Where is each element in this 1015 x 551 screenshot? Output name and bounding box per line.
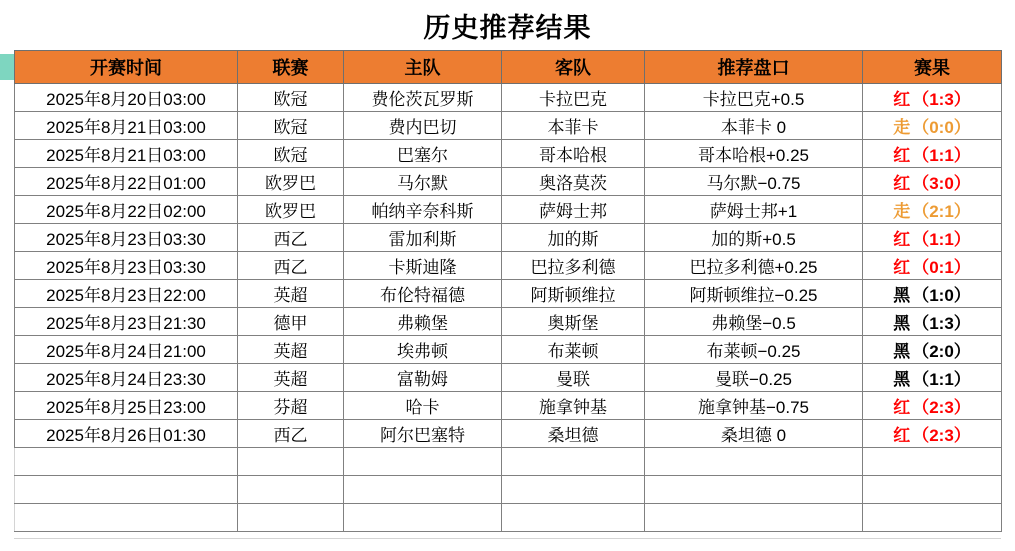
empty-cell [863, 504, 1002, 532]
match-time-cell: 2025年8月22日02:00 [15, 196, 238, 224]
recommended-handicap-cell: 施拿钟基−0.75 [645, 392, 863, 420]
result-cell [863, 252, 1002, 280]
result-label: 红 [893, 146, 911, 165]
away-team-cell: 加的斯 [502, 224, 645, 252]
results-table-wrapper [14, 50, 1001, 532]
result-cell [863, 280, 1002, 308]
empty-cell [502, 504, 645, 532]
column-header-result: 赛果 [863, 51, 1002, 84]
result-score: （2:0） [912, 342, 971, 361]
table-row [15, 308, 1002, 336]
league-cell: 欧罗巴 [238, 168, 344, 196]
result-score: （1:1） [912, 370, 971, 389]
empty-cell [238, 504, 344, 532]
table-header-row [15, 51, 1002, 84]
result-score: （1:0） [912, 286, 971, 305]
league-cell: 欧罗巴 [238, 196, 344, 224]
league-cell: 西乙 [238, 420, 344, 448]
table-row [15, 252, 1002, 280]
column-header-home: 主队 [344, 51, 502, 84]
recommended-handicap-cell: 曼联−0.25 [645, 364, 863, 392]
result-label: 红 [893, 258, 911, 277]
status-badge [893, 113, 971, 138]
match-time-cell: 2025年8月24日21:00 [15, 336, 238, 364]
status-badge [893, 365, 971, 390]
table-row [15, 336, 1002, 364]
home-team-cell: 富勒姆 [344, 364, 502, 392]
recommended-handicap-cell: 卡拉巴克+0.5 [645, 84, 863, 112]
league-cell: 欧冠 [238, 140, 344, 168]
match-time-cell: 2025年8月23日03:30 [15, 252, 238, 280]
result-score: （1:3） [912, 90, 971, 109]
table-row [15, 140, 1002, 168]
match-time-cell: 2025年8月21日03:00 [15, 112, 238, 140]
away-team-cell: 曼联 [502, 364, 645, 392]
table-row [15, 280, 1002, 308]
empty-cell [863, 476, 1002, 504]
status-badge [893, 197, 971, 222]
away-team-cell: 施拿钟基 [502, 392, 645, 420]
result-cell [863, 140, 1002, 168]
result-score: （0:0） [912, 118, 971, 137]
status-badge [893, 421, 971, 446]
result-label: 红 [893, 174, 911, 193]
recommended-handicap-cell: 巴拉多利德+0.25 [645, 252, 863, 280]
away-team-cell: 卡拉巴克 [502, 84, 645, 112]
result-score: （0:1） [912, 258, 971, 277]
status-badge [893, 141, 971, 166]
empty-cell [238, 448, 344, 476]
empty-cell [15, 448, 238, 476]
result-label: 走 [893, 118, 911, 137]
status-badge [893, 281, 971, 306]
home-team-cell: 费伦茨瓦罗斯 [344, 84, 502, 112]
away-team-cell: 布莱顿 [502, 336, 645, 364]
league-cell: 西乙 [238, 224, 344, 252]
away-team-cell: 萨姆士邦 [502, 196, 645, 224]
result-score: （2:3） [912, 398, 971, 417]
result-label: 红 [893, 426, 911, 445]
table-row [15, 420, 1002, 448]
empty-cell [344, 448, 502, 476]
home-team-cell: 帕纳辛奈科斯 [344, 196, 502, 224]
home-team-cell: 阿尔巴塞特 [344, 420, 502, 448]
result-label: 红 [893, 90, 911, 109]
home-team-cell: 布伦特福德 [344, 280, 502, 308]
match-time-cell: 2025年8月23日21:30 [15, 308, 238, 336]
empty-cell [502, 448, 645, 476]
empty-row [15, 476, 1002, 504]
away-team-cell: 哥本哈根 [502, 140, 645, 168]
home-team-cell: 费内巴切 [344, 112, 502, 140]
bottom-divider [14, 538, 1001, 539]
result-label: 红 [893, 230, 911, 249]
result-label: 黑 [893, 286, 911, 305]
result-score: （1:1） [912, 230, 971, 249]
away-team-cell: 奥洛莫茨 [502, 168, 645, 196]
empty-cell [502, 476, 645, 504]
away-team-cell: 本菲卡 [502, 112, 645, 140]
result-cell [863, 420, 1002, 448]
result-cell [863, 392, 1002, 420]
result-score: （3:0） [912, 174, 971, 193]
league-cell: 英超 [238, 280, 344, 308]
table-row [15, 168, 1002, 196]
match-time-cell: 2025年8月21日03:00 [15, 140, 238, 168]
away-team-cell: 桑坦德 [502, 420, 645, 448]
match-time-cell: 2025年8月23日03:30 [15, 224, 238, 252]
status-badge [893, 85, 971, 110]
league-cell: 芬超 [238, 392, 344, 420]
status-badge [893, 337, 971, 362]
match-time-cell: 2025年8月25日23:00 [15, 392, 238, 420]
table-row [15, 224, 1002, 252]
column-header-league: 联赛 [238, 51, 344, 84]
empty-cell [344, 504, 502, 532]
table-row [15, 84, 1002, 112]
result-cell [863, 336, 1002, 364]
result-score: （1:1） [912, 146, 971, 165]
away-team-cell: 巴拉多利德 [502, 252, 645, 280]
empty-row [15, 504, 1002, 532]
match-time-cell: 2025年8月20日03:00 [15, 84, 238, 112]
league-cell: 欧冠 [238, 112, 344, 140]
home-team-cell: 弗赖堡 [344, 308, 502, 336]
empty-cell [645, 504, 863, 532]
empty-cell [863, 448, 1002, 476]
recommended-handicap-cell: 哥本哈根+0.25 [645, 140, 863, 168]
recommended-handicap-cell: 弗赖堡−0.5 [645, 308, 863, 336]
match-time-cell: 2025年8月24日23:30 [15, 364, 238, 392]
away-team-cell: 奥斯堡 [502, 308, 645, 336]
result-label: 红 [893, 398, 911, 417]
empty-cell [645, 448, 863, 476]
result-cell [863, 364, 1002, 392]
result-cell [863, 196, 1002, 224]
empty-cell [645, 476, 863, 504]
empty-cell [344, 476, 502, 504]
column-header-odds: 推荐盘口 [645, 51, 863, 84]
empty-cell [15, 504, 238, 532]
status-badge [893, 393, 971, 418]
result-score: （2:1） [912, 202, 971, 221]
recommended-handicap-cell: 本菲卡 0 [645, 112, 863, 140]
league-cell: 德甲 [238, 308, 344, 336]
result-label: 黑 [893, 342, 911, 361]
home-team-cell: 巴塞尔 [344, 140, 502, 168]
recommended-handicap-cell: 阿斯顿维拉−0.25 [645, 280, 863, 308]
league-cell: 欧冠 [238, 84, 344, 112]
match-time-cell: 2025年8月26日01:30 [15, 420, 238, 448]
empty-row [15, 448, 1002, 476]
status-badge [893, 169, 971, 194]
table-row [15, 112, 1002, 140]
home-team-cell: 马尔默 [344, 168, 502, 196]
result-label: 黑 [893, 370, 911, 389]
league-cell: 英超 [238, 364, 344, 392]
table-row [15, 196, 1002, 224]
empty-cell [238, 476, 344, 504]
home-team-cell: 埃弗顿 [344, 336, 502, 364]
recommended-handicap-cell: 桑坦德 0 [645, 420, 863, 448]
table-row [15, 364, 1002, 392]
recommended-handicap-cell: 加的斯+0.5 [645, 224, 863, 252]
page-title: 历史推荐结果 [423, 13, 592, 43]
column-header-away: 客队 [502, 51, 645, 84]
recommended-handicap-cell: 萨姆士邦+1 [645, 196, 863, 224]
league-cell: 英超 [238, 336, 344, 364]
result-label: 走 [893, 202, 911, 221]
green-marker [0, 54, 14, 80]
league-cell: 西乙 [238, 252, 344, 280]
result-cell [863, 84, 1002, 112]
away-team-cell: 阿斯顿维拉 [502, 280, 645, 308]
home-team-cell: 雷加利斯 [344, 224, 502, 252]
results-table [14, 50, 1002, 532]
match-time-cell: 2025年8月23日22:00 [15, 280, 238, 308]
result-cell [863, 224, 1002, 252]
recommended-handicap-cell: 布莱顿−0.25 [645, 336, 863, 364]
result-score: （1:3） [912, 314, 971, 333]
empty-cell [15, 476, 238, 504]
home-team-cell: 哈卡 [344, 392, 502, 420]
result-cell [863, 308, 1002, 336]
status-badge [893, 253, 971, 278]
result-label: 黑 [893, 314, 911, 333]
status-badge [893, 225, 971, 250]
status-badge [893, 309, 971, 334]
result-cell [863, 168, 1002, 196]
table-body [15, 84, 1002, 532]
recommended-handicap-cell: 马尔默−0.75 [645, 168, 863, 196]
home-team-cell: 卡斯迪隆 [344, 252, 502, 280]
result-cell [863, 112, 1002, 140]
table-row [15, 392, 1002, 420]
match-time-cell: 2025年8月22日01:00 [15, 168, 238, 196]
column-header-time: 开赛时间 [15, 51, 238, 84]
result-score: （2:3） [912, 426, 971, 445]
